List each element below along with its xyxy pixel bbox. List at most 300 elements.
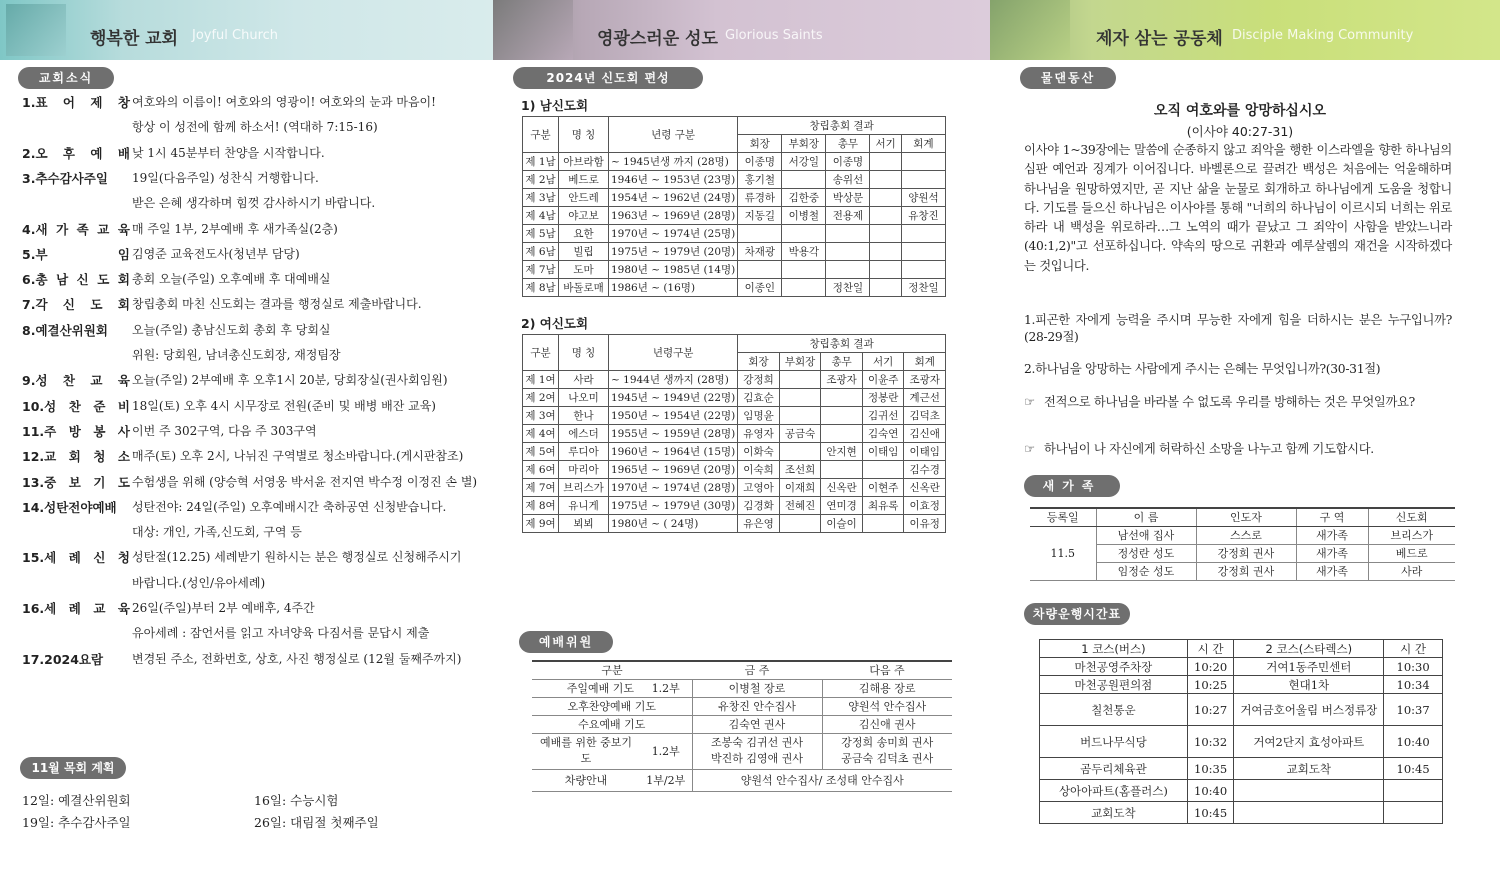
bus-cell: 10:34 [1384, 676, 1443, 694]
worship-row [532, 769, 952, 791]
org-cell: 브리스가 [559, 479, 609, 497]
bus-cell: 거여1동주민센터 [1234, 658, 1384, 676]
news-item-label: 5.부 임 [22, 246, 130, 262]
news-item [22, 318, 482, 369]
org-cell [870, 189, 901, 207]
hand-pointer-icon: ☞ [1024, 395, 1035, 409]
bus-cell: 교회도착 [1040, 802, 1188, 824]
org-cell: 김수경 [904, 461, 946, 479]
org-cell: 전혜진 [779, 497, 821, 515]
worship-row [532, 733, 952, 769]
org-cell: 정봉란 [862, 389, 904, 407]
org-cell: 제 8여 [523, 497, 559, 515]
news-item-text: 총회 오늘(주일) 오후예배 후 대예배실 [132, 272, 331, 287]
org-cell [901, 171, 945, 189]
org-cell: 정찬일 [826, 279, 870, 297]
org-cell [821, 407, 863, 425]
header-title: 제자 삼는 공동체 [1096, 29, 1223, 49]
org-cell: 제 1여 [523, 371, 559, 389]
org-row [523, 243, 946, 261]
header-photo [493, 0, 573, 60]
newfamily-cell: 강정희 권사 [1196, 562, 1296, 580]
news-item [22, 166, 482, 217]
newfamily-date: 11.5 [1030, 526, 1096, 580]
worship-row [532, 679, 952, 697]
org-cell: 제 4여 [523, 425, 559, 443]
org-row [523, 225, 946, 243]
worship-cell: 1.2부 [640, 733, 692, 769]
news-item [22, 90, 482, 141]
bus-row [1040, 758, 1443, 780]
bus-cell: 10:30 [1384, 658, 1443, 676]
newfamily-table [1030, 507, 1455, 581]
header-title: 행복한 교회 [90, 29, 179, 49]
org-cell: 아브라함 [559, 153, 609, 171]
news-item-label: 3.추수감사주일 [22, 170, 108, 186]
worship-cell: 1부/2부 [640, 769, 692, 791]
meditation-apply-text: 하나님이 나 자신에게 허락하신 소망을 나누고 함께 기도합시다. [1044, 442, 1374, 456]
org-cell: 제 5여 [523, 443, 559, 461]
org-cell: 1960년 ~ 1964년 (15명) [609, 443, 738, 461]
org-cell [821, 425, 863, 443]
bus-cell: 마천공원편의점 [1040, 676, 1188, 694]
news-item-label: 6.총 남 신 도 회 [22, 272, 130, 288]
worship-name: 조봉숙 김귀선 권사 [710, 736, 803, 749]
news-item-label: 13.중 보 기 도 [22, 474, 130, 490]
org-cell: 제 6남 [523, 243, 559, 261]
male-org-title: 1) 남신도회 [521, 98, 589, 113]
worship-name: 공금숙 김덕초 권사 [841, 752, 934, 765]
org-cell: 1970년 ~ 1974년 (25명) [609, 225, 738, 243]
org-cell: ~ 1944년 생까지 (28명) [609, 371, 738, 389]
bus-cell: 10:20 [1187, 658, 1234, 676]
column-church-news [0, 0, 493, 880]
org-cell [782, 225, 826, 243]
org-cell: 이재희 [779, 479, 821, 497]
worship-cell: 오후찬양예배 기도 [532, 697, 692, 715]
org-cell: 제 7여 [523, 479, 559, 497]
col-role: 서기 [870, 135, 901, 153]
bus-row [1040, 676, 1443, 694]
meditation-ref: (이사야 40:27-31) [1186, 124, 1294, 139]
header-photo [6, 4, 66, 56]
org-cell: 신옥란 [821, 479, 863, 497]
newfamily-cell: 임정순 성도 [1096, 562, 1196, 580]
news-item-text: 19일(다음주일) 성찬식 거행합니다. [132, 170, 319, 185]
org-cell: 연미경 [821, 497, 863, 515]
worship-cell: 1.2부 [640, 679, 692, 697]
org-cell: ~ 1945년생 까지 (28명) [609, 153, 738, 171]
news-item [22, 217, 482, 242]
news-item-text: 항상 이 성전에 함께 하소서! (역대하 7:15-16) [132, 120, 378, 135]
male-org-table [522, 116, 946, 297]
org-cell: 공금숙 [779, 425, 821, 443]
worship-row [532, 697, 952, 715]
org-row [523, 407, 946, 425]
bus-cell: 10:40 [1384, 726, 1443, 758]
news-item-label: 9.성 찬 교 육 [22, 373, 130, 389]
org-cell: 이종인 [738, 279, 782, 297]
org-row [523, 515, 946, 533]
bus-cell: 10:32 [1187, 726, 1234, 758]
worship-cell: 예배를 위한 중보기도 [532, 733, 640, 769]
org-cell [862, 461, 904, 479]
section-pill-worship: 예배위원 [519, 631, 613, 653]
header-title: 영광스러운 성도 [597, 29, 718, 49]
header-glorious-saints [493, 0, 990, 60]
org-cell: 제 2여 [523, 389, 559, 407]
meditation-apply [1024, 394, 1452, 411]
org-cell [826, 243, 870, 261]
col-result: 창립총회 결과 [738, 335, 946, 353]
org-cell [821, 461, 863, 479]
bus-row [1040, 780, 1443, 802]
org-cell: 이효정 [904, 497, 946, 515]
bus-cell: 곰두리체육관 [1040, 758, 1188, 780]
org-cell: 김귀선 [862, 407, 904, 425]
col-role: 회장 [738, 135, 782, 153]
org-cell: 송위선 [826, 171, 870, 189]
col-gubun: 구분 [523, 335, 559, 371]
news-item [22, 368, 482, 393]
org-cell: 조광자 [821, 371, 863, 389]
org-cell: 조선희 [779, 461, 821, 479]
org-cell [826, 225, 870, 243]
col-role: 회장 [738, 353, 780, 371]
news-item-label: 17.2024요람 [22, 651, 104, 667]
header-photo [990, 0, 1070, 60]
bus-row [1040, 726, 1443, 758]
bus-cell: 거여금호어울림 버스정류장 [1234, 694, 1384, 726]
news-item-text: 유아세례 : 잠언서를 읽고 자녀양육 다짐서를 문답시 제출 [132, 626, 430, 641]
news-item-text: 위원: 당회원, 남녀총신도회장, 재정팀장 [132, 347, 341, 362]
org-cell [870, 261, 901, 279]
female-org-table [522, 334, 946, 533]
org-cell: 안드레 [559, 189, 609, 207]
org-cell: 요한 [559, 225, 609, 243]
bus-cell: 10:45 [1187, 802, 1234, 824]
news-item-text: 매주(토) 오후 2시, 나뉘진 구역별로 청소바랍니다.(게시판참조) [132, 449, 464, 464]
org-cell: 차재광 [738, 243, 782, 261]
col-this-week: 금 주 [692, 661, 822, 679]
org-cell [738, 261, 782, 279]
news-item-label: 11.주 방 봉 사 [22, 423, 130, 439]
org-cell: 나오미 [559, 389, 609, 407]
org-cell: 제 3여 [523, 407, 559, 425]
worship-cell: 김숙연 권사 [692, 715, 822, 733]
news-item-label: 10.성 찬 준 비 [22, 398, 130, 414]
worship-cell: 양원석 안수집사 [822, 697, 952, 715]
news-item [22, 596, 482, 647]
meditation-apply-text: 전적으로 하나님을 바라볼 수 없도록 우리를 방해하는 것은 무엇일까요? [1044, 395, 1415, 409]
news-item-text: 낮 1시 45분부터 찬양을 시작합니다. [132, 145, 325, 160]
header-disciple-community [990, 0, 1500, 60]
news-item-text: 창립총회 마친 신도회는 결과를 행정실로 제출바랍니다. [132, 297, 422, 312]
col-role: 총무 [826, 135, 870, 153]
org-cell [870, 243, 901, 261]
org-cell [901, 261, 945, 279]
worship-cell: 김신애 권사 [822, 715, 952, 733]
news-item-text: 성탄절(12.25) 세례받기 원하시는 분은 행정실로 신청해주시기 [132, 550, 462, 565]
section-pill-org: 2024년 신도회 편성 [513, 67, 703, 89]
bus-cell: 10:27 [1187, 694, 1234, 726]
section-pill-nov-plan: 11월 목회 계획 [20, 757, 126, 779]
bus-cell [1384, 802, 1443, 824]
col-role: 부회장 [782, 135, 826, 153]
org-cell: 지동길 [738, 207, 782, 225]
org-cell: 김효순 [738, 389, 780, 407]
newfamily-cell: 정성란 성도 [1096, 544, 1196, 562]
news-item [22, 545, 482, 596]
org-row [523, 153, 946, 171]
org-cell: 유니게 [559, 497, 609, 515]
org-row [523, 479, 946, 497]
bus-cell: 10:35 [1187, 758, 1234, 780]
section-pill-meditation: 물댄동산 [1020, 67, 1116, 89]
org-cell [870, 225, 901, 243]
org-cell: 임명윤 [738, 407, 780, 425]
newfamily-cell: 새가족 [1296, 544, 1368, 562]
newfamily-cell: 스스로 [1196, 526, 1296, 544]
org-cell: 고영아 [738, 479, 780, 497]
header-joyful-church [0, 0, 493, 60]
org-cell [779, 407, 821, 425]
worship-cell: 유창진 안수집사 [692, 697, 822, 715]
org-cell: 바돌로매 [559, 279, 609, 297]
org-cell: 제 1남 [523, 153, 559, 171]
column-organization [493, 0, 990, 880]
news-item-text: 매 주일 1부, 2부예배 후 새가족실(2층) [132, 221, 338, 236]
org-cell: 이태임 [904, 443, 946, 461]
org-cell: 1980년 ~ 1985년 (14명) [609, 261, 738, 279]
col-date: 등록일 [1030, 508, 1096, 526]
org-cell: 정찬일 [901, 279, 945, 297]
news-item [22, 292, 482, 317]
bus-cell: 버드나무식당 [1040, 726, 1188, 758]
org-cell: 신옥란 [904, 479, 946, 497]
org-cell: 제 8남 [523, 279, 559, 297]
org-cell: 김덕초 [904, 407, 946, 425]
org-cell: 이현주 [862, 479, 904, 497]
org-cell: 강정희 [738, 371, 780, 389]
org-cell [870, 279, 901, 297]
org-cell: 제 3남 [523, 189, 559, 207]
org-cell: 1963년 ~ 1969년 (28명) [609, 207, 738, 225]
newfamily-cell: 사라 [1368, 562, 1455, 580]
news-item-label: 7.각 신 도 회 [22, 297, 130, 313]
org-cell: 양원석 [901, 189, 945, 207]
col-role: 회계 [901, 135, 945, 153]
worship-name: 박진하 김영애 권사 [710, 752, 803, 765]
bus-cell: 10:25 [1187, 676, 1234, 694]
newfamily-cell: 강정희 권사 [1196, 544, 1296, 562]
worship-row [532, 715, 952, 733]
org-cell: 도마 [559, 261, 609, 279]
header-subtitle: Disciple Making Community [1232, 28, 1414, 43]
news-item-label: 16.세 례 교 육 [22, 601, 130, 616]
org-cell: 김신애 [904, 425, 946, 443]
org-cell: 유영자 [738, 425, 780, 443]
col-group: 신도회 [1368, 508, 1455, 526]
nov-plan-item: 19일: 추수감사주일 [22, 815, 131, 830]
header-subtitle: Joyful Church [192, 28, 279, 43]
org-cell [779, 371, 821, 389]
org-cell: 조광자 [904, 371, 946, 389]
news-item-label: 2.오 후 예 배 [22, 145, 130, 161]
org-row [523, 171, 946, 189]
news-item [22, 242, 482, 267]
org-cell: 김숙연 [862, 425, 904, 443]
section-pill-news: 교회소식 [18, 67, 114, 89]
org-cell [901, 243, 945, 261]
org-row [523, 425, 946, 443]
org-row [523, 443, 946, 461]
org-cell: 1965년 ~ 1969년 (20명) [609, 461, 738, 479]
header-subtitle: Glorious Saints [725, 28, 823, 43]
org-cell: 홍기철 [738, 171, 782, 189]
news-item-text: 성탄전야: 24일(주일) 오후예배시간 축하공연 신청받습니다. [132, 499, 447, 514]
meditation-heading: 오직 여호와를 앙망하십시오 [1153, 103, 1327, 119]
news-item-text: 받은 은혜 생각하며 힘껏 감사하시기 바랍니다. [132, 196, 376, 211]
worship-cell: 김해용 장로 [822, 679, 952, 697]
bus-cell: 교회도착 [1234, 758, 1384, 780]
news-item-label: 4.새 가 족 교 육 [22, 221, 130, 237]
org-row [523, 189, 946, 207]
org-cell [870, 171, 901, 189]
worship-cell: 양원석 안수집사/ 조성태 안수집사 [692, 769, 952, 791]
bus-cell: 상아아파트(홈플러스) [1040, 780, 1188, 802]
col-guide: 인도자 [1196, 508, 1296, 526]
col-name: 이 름 [1096, 508, 1196, 526]
nov-plan-item: 12일: 예결산위원회 [22, 793, 131, 808]
news-item-text: 26일(주일)부터 2부 예배후, 4주간 [132, 601, 315, 615]
org-cell: 1986년 ~ (16명) [609, 279, 738, 297]
org-row [523, 207, 946, 225]
org-cell: 박용각 [782, 243, 826, 261]
org-cell: 이병철 [782, 207, 826, 225]
news-item-text: 18일(토) 오후 4시 시무장로 전원(준비 및 배병 배잔 교육) [132, 398, 436, 413]
news-item [22, 267, 482, 292]
bus-cell [1234, 802, 1384, 824]
worship-name: 강정희 송미희 권사 [841, 736, 934, 749]
org-cell: 박상문 [826, 189, 870, 207]
news-item [22, 141, 482, 166]
news-item-label: 8.예결산위원회 [22, 322, 108, 338]
nov-plan-item: 16일: 수능시험 [254, 793, 339, 808]
worship-cell: 이병철 장로 [692, 679, 822, 697]
org-cell [738, 225, 782, 243]
worship-table [532, 660, 952, 792]
org-cell [779, 515, 821, 533]
col-age: 년령 구분 [609, 117, 738, 153]
col-role: 부회장 [779, 353, 821, 371]
org-cell [821, 389, 863, 407]
org-cell: 뵈뵈 [559, 515, 609, 533]
news-item [22, 444, 482, 469]
news-item-text: 이번 주 302구역, 다음 주 303구역 [132, 423, 317, 438]
org-cell: 제 5남 [523, 225, 559, 243]
news-item-label: 14.성탄전야예배 [22, 499, 117, 515]
org-cell [779, 389, 821, 407]
bus-cell: 현대1차 [1234, 676, 1384, 694]
org-cell: 이태임 [862, 443, 904, 461]
col-next-week: 다음 주 [822, 661, 952, 679]
news-item-text: 김영준 교육전도사(청년부 담당) [132, 246, 300, 261]
org-row [523, 371, 946, 389]
org-cell [826, 261, 870, 279]
org-cell: 제 9여 [523, 515, 559, 533]
org-cell: 1975년 ~ 1979년 (30명) [609, 497, 738, 515]
nov-plan-item: 26일: 대림절 첫째주일 [254, 815, 379, 830]
org-cell: 제 6여 [523, 461, 559, 479]
newfamily-cell: 새가족 [1296, 526, 1368, 544]
col-age: 년령구분 [609, 335, 738, 371]
news-item-text: 오늘(주일) 2부예배 후 오후1시 20분, 당회장실(권사회임원) [132, 373, 448, 388]
org-cell: 안지현 [821, 443, 863, 461]
org-cell: 이화숙 [738, 443, 780, 461]
bus-row [1040, 802, 1443, 824]
org-row [523, 497, 946, 515]
female-org-title: 2) 여신도회 [521, 316, 589, 331]
org-cell: 1945년 ~ 1949년 (22명) [609, 389, 738, 407]
bus-row [1040, 694, 1443, 726]
org-cell: 이종명 [826, 153, 870, 171]
org-cell [782, 261, 826, 279]
org-cell: 1970년 ~ 1974년 (28명) [609, 479, 738, 497]
org-cell: 계근선 [904, 389, 946, 407]
col-district: 구 역 [1296, 508, 1368, 526]
org-cell: 최유록 [862, 497, 904, 515]
org-cell: 이윤주 [862, 371, 904, 389]
col-name: 명 칭 [559, 117, 609, 153]
org-cell: 루디아 [559, 443, 609, 461]
meditation-question: 2.하나님을 앙망하는 사람에게 주시는 은혜는 무엇입니까?(30-31절) [1024, 362, 1381, 376]
worship-cell [822, 733, 952, 769]
meditation-body: 이사야 1~39장에는 말씀에 순종하지 않고 죄악을 행한 이스라엘을 향한 하나님의 심판 예언과 징계가 이어집니다. 바벨론으로 끌려간 백성은 처음에는 억울해하며 하나님을 원망하였지만, 곧 지난 삶을 눈물로 회개하고 하나님에게 도움을 청합니다. 기도를 들으신 하나님은 이사야를 통해 "너희의 하나님이 이르시되 너희는 위로하라 내 백성을 위로하라…그 노역의 때가 끝났고 그 죄악이 사함을 받았느니라(40:1,2)"고 선포하십니다. 약속의 땅으로 귀환과 예루살렘의 재건을 시작하겠다는 것입니다. [1024, 143, 1452, 273]
meditation-apply [1024, 441, 1452, 458]
org-cell [782, 171, 826, 189]
org-cell [779, 443, 821, 461]
col-role: 회계 [904, 353, 946, 371]
org-cell: 한나 [559, 407, 609, 425]
org-cell: 유창진 [901, 207, 945, 225]
worship-cell: 주일예배 기도 [532, 679, 640, 697]
newfamily-cell: 새가족 [1296, 562, 1368, 580]
news-item-text: 여호와의 이름이! 여호와의 영광이! 여호와의 눈과 마음이! [132, 95, 436, 109]
section-pill-bus: 차량운행시간표 [1024, 603, 1130, 625]
org-cell: 빌립 [559, 243, 609, 261]
news-item-text: 바랍니다.(성인/유아세례) [132, 575, 266, 590]
bus-cell [1234, 780, 1384, 802]
org-cell: 1950년 ~ 1954년 (22명) [609, 407, 738, 425]
bus-cell: 마천공영주차장 [1040, 658, 1188, 676]
news-item-text: 오늘(주일) 총남신도회 총회 후 당회실 [132, 322, 331, 337]
org-cell: 제 7남 [523, 261, 559, 279]
col-time2: 시 간 [1384, 640, 1443, 658]
org-row [523, 389, 946, 407]
org-cell: 1955년 ~ 1959년 (28명) [609, 425, 738, 443]
newfamily-cell: 브리스가 [1368, 526, 1455, 544]
org-cell: 전용제 [826, 207, 870, 225]
org-cell [870, 153, 901, 171]
org-cell: 사라 [559, 371, 609, 389]
newfamily-cell: 베드로 [1368, 544, 1455, 562]
hand-pointer-icon: ☞ [1024, 442, 1035, 456]
section-pill-newfamily: 새가족 [1024, 475, 1120, 497]
news-item-text: 변경된 주소, 전화번호, 상호, 사진 행정실로 (12월 둘째주까지) [132, 651, 462, 666]
org-cell: 야고보 [559, 207, 609, 225]
org-cell: 1975년 ~ 1979년 (20명) [609, 243, 738, 261]
